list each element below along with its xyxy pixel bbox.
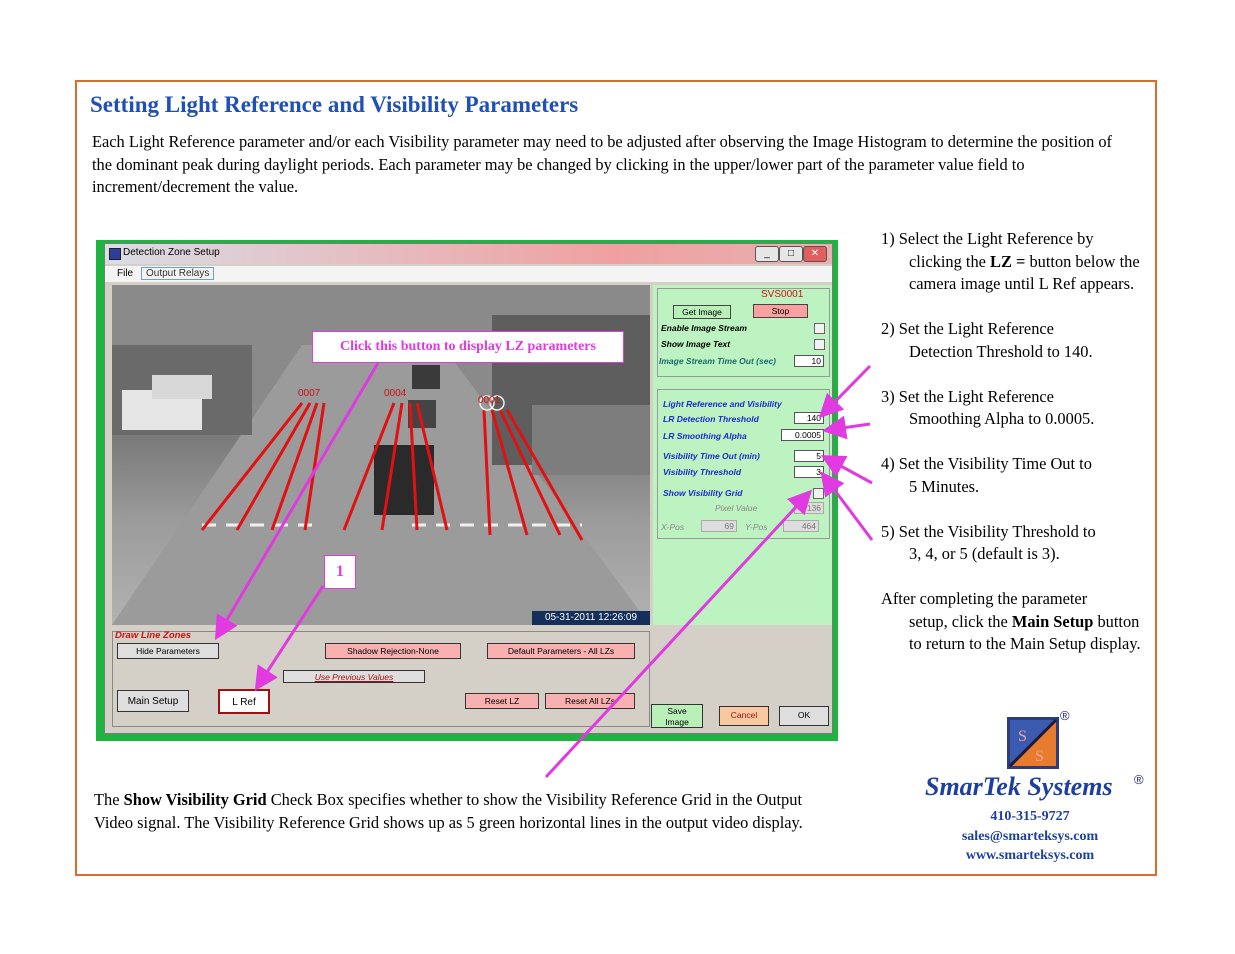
default-parameters-button[interactable]: Default Parameters - All LZs [487, 643, 635, 659]
logo-letter-1: S [1018, 728, 1027, 745]
company-email[interactable]: sales@smarteksys.com [961, 829, 1099, 844]
visibility-timeout-field[interactable]: 5 [794, 450, 824, 462]
logo-letter-2: S [1035, 748, 1044, 765]
image-stream-timeout-label: Image Stream Time Out (sec) [659, 356, 776, 366]
save-image-button[interactable]: Save Image [651, 704, 703, 728]
step-1-first-line: 1) Select the Light Reference by [881, 229, 1094, 248]
hide-parameters-button[interactable]: Hide Parameters [117, 643, 219, 659]
reset-lz-button[interactable]: Reset LZ [465, 693, 539, 709]
get-image-button[interactable]: Get Image [673, 305, 731, 319]
line-zone-controls [112, 631, 650, 727]
pixel-value-field: 136 [794, 502, 824, 514]
step-2-rest: Detection Threshold to 140. [909, 341, 1093, 361]
step-1-rest [881, 251, 1141, 296]
window-titlebar [105, 244, 832, 264]
name-registered-mark: ® [1134, 772, 1144, 787]
zone-label-0007: 0007 [298, 388, 321, 399]
after-bold: Main Setup [1011, 611, 1094, 631]
note-bold: Show Visibility Grid [123, 790, 267, 809]
maximize-button[interactable]: □ [779, 246, 803, 262]
after-first-line: After completing the parameter [881, 589, 1088, 608]
step-3-first-line: 3) Set the Light Reference [881, 386, 1054, 406]
visibility-threshold-label: Visibility Threshold [663, 467, 742, 477]
parameter-panel [653, 285, 832, 625]
stop-button[interactable]: Stop [753, 304, 808, 318]
step-3-rest: Smoothing Alpha to 0.0005. [909, 409, 1095, 428]
ypos-label: Y-Pos [745, 522, 768, 532]
window-title: Detection Zone Setup [123, 247, 220, 258]
step-5 [881, 521, 1141, 566]
step-5-rest: 3, 4, or 5 (default is 3). [909, 544, 1060, 563]
lr-smoothing-alpha-label: LR Smoothing Alpha [663, 431, 747, 441]
show-visibility-grid-label: Show Visibility Grid [663, 488, 743, 498]
after-setup-note [881, 588, 1141, 656]
ok-button[interactable]: OK [779, 706, 829, 726]
after-post: button to return to the Main Setup display. [909, 611, 1141, 653]
lz-parameters-callout: Click this button to display LZ parameters [312, 331, 624, 363]
device-id: SVS0001 [761, 289, 804, 300]
visibility-threshold-field[interactable]: 3 [794, 466, 824, 478]
smartek-logo-icon [1007, 717, 1059, 769]
ypos-field: 464 [783, 520, 819, 532]
detection-zone-setup-window [104, 243, 833, 734]
minimize-button[interactable]: _ [755, 246, 779, 262]
instruction-steps [881, 228, 1141, 678]
menu-output-relays[interactable]: Output Relays [141, 267, 214, 280]
step-2 [881, 318, 1141, 363]
lz-select-button[interactable]: L Ref [218, 689, 270, 714]
step-5-first-line: 5) Set the Visibility Threshold to [881, 521, 1096, 541]
enable-image-stream-label: Enable Image Stream [661, 323, 747, 333]
intro-paragraph: Each Light Reference parameter and/or each Visibility parameter may need to be adjusted after observing the Image Histogram to determine the position of the dominant peak during daylight periods. Each parameter may be changed by clicking in the upper/lower part of the parameter value field to increment/decrement the value. [92, 132, 1113, 196]
step-1 [881, 228, 1141, 296]
logo-registered-mark: ® [1060, 708, 1070, 723]
show-visibility-grid-checkbox[interactable] [813, 488, 824, 499]
lr-detection-threshold-field[interactable]: 140 [794, 412, 824, 424]
after-rest [881, 611, 1141, 656]
zone-label-0001: 0001 [478, 395, 501, 406]
step-1-rest-pre: clicking the [909, 251, 991, 271]
note-post: Check Box specifies whether to show the Visibility Reference Grid in the Output Video signal. The Visibility Reference Grid shows up as 5 green horizontal lines in the output video display. [94, 790, 803, 832]
enable-image-stream-checkbox[interactable] [814, 323, 825, 334]
step-2-first-line: 2) Set the Light Reference [881, 319, 1054, 338]
step-4-rest: 5 Minutes. [909, 476, 980, 496]
video-timestamp: 05-31-2011 12:26:09 [532, 611, 650, 625]
step-3 [881, 386, 1141, 431]
menu-bar [105, 266, 832, 282]
xpos-label: X-Pos [661, 522, 685, 532]
app-icon [109, 248, 121, 260]
use-previous-values-button[interactable]: Use Previous Values [283, 670, 425, 683]
lr-smoothing-alpha-field[interactable]: 0.0005 [781, 429, 824, 441]
show-image-text-checkbox[interactable] [814, 339, 825, 350]
step-4 [881, 453, 1141, 498]
company-name: SmarTek Systems [925, 772, 1113, 801]
visibility-grid-note [94, 789, 834, 834]
cancel-button[interactable]: Cancel [719, 706, 769, 726]
step-one-callout: 1 [324, 555, 356, 589]
zone-label-0004: 0004 [384, 388, 407, 399]
pixel-value-label: Pixel Value [715, 503, 758, 513]
visibility-timeout-label: Visibility Time Out (min) [663, 451, 760, 461]
close-button[interactable]: ✕ [803, 246, 827, 262]
main-setup-button[interactable]: Main Setup [117, 690, 189, 712]
reset-all-lzs-button[interactable]: Reset All LZs [545, 693, 635, 709]
step-4-first-line: 4) Set the Visibility Time Out to [881, 454, 1092, 473]
after-pre: setup, click the [909, 611, 1012, 631]
show-image-text-label: Show Image Text [661, 339, 731, 349]
shadow-rejection-button[interactable]: Shadow Rejection-None [325, 643, 461, 659]
note-pre: The [94, 790, 124, 809]
company-website[interactable]: www.smarteksys.com [965, 848, 1095, 863]
lr-detection-threshold-label: LR Detection Threshold [663, 414, 759, 424]
lr-section-label: Light Reference and Visibility [663, 399, 782, 409]
step-1-rest-post: button below the camera image until L Ref appears. [909, 251, 1140, 293]
image-stream-timeout-field[interactable]: 10 [794, 355, 824, 367]
menu-file[interactable]: File [117, 268, 134, 279]
draw-line-zones-label: Draw Line Zones [115, 630, 192, 641]
company-phone: 410-315-9727 [990, 809, 1070, 824]
page-title: Setting Light Reference and Visibility Parameters [90, 92, 579, 117]
xpos-field: 69 [701, 520, 737, 532]
step-1-rest-bold: LZ = [990, 251, 1026, 271]
